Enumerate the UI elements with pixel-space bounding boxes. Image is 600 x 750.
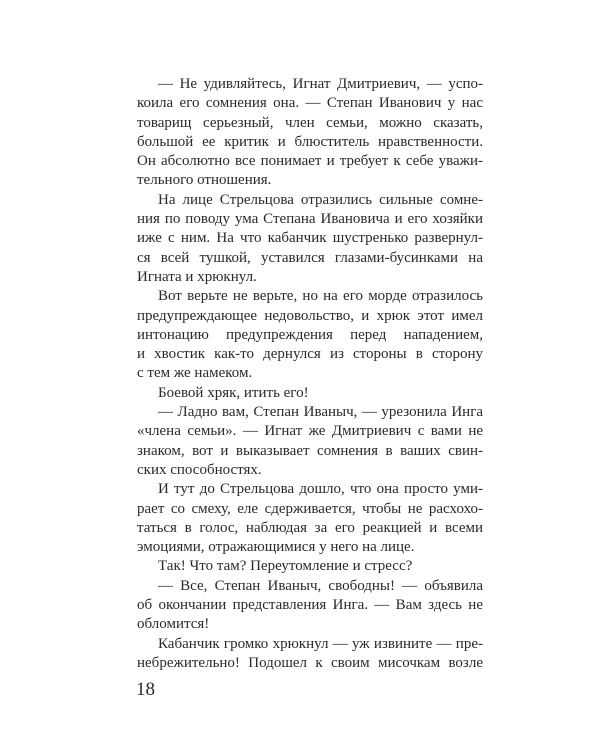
text-line: предупреждающее недовольство, и хрюк этот имел (137, 307, 483, 324)
text-line: ских способностях. (137, 461, 262, 478)
text-line: И тут до Стрельцова дошло, что она просто уми- (158, 481, 483, 498)
text-line: — Все, Степан Иваныч, свободны! — объявила (158, 577, 483, 594)
paragraph (137, 403, 483, 480)
paragraph (137, 384, 483, 403)
text-line: Так! Что там? Переутомление и стресс? (158, 558, 413, 575)
text-line: Кабанчик громко хрюкнул — уж извините — пре- (158, 635, 483, 652)
text-line: Вот верьте не верьте, но на его морде отразилось (158, 288, 483, 305)
text-line: большой ее критик и блюститель нравственности. (137, 133, 483, 150)
page-body (137, 75, 483, 673)
text-line: ния по поводу ума Степана Ивановича и его хозяйки (137, 211, 483, 228)
text-line: Игната и хрюкнул. (137, 268, 257, 285)
text-line: рает со смеху, еле сдерживается, чтобы не расхохо- (137, 500, 483, 517)
text-line: таться в голос, наблюдая за его реакцией и всеми (137, 519, 483, 536)
text-line: тельного отношения. (137, 172, 272, 189)
paragraph (137, 480, 483, 557)
text-line: — Ладно вам, Степан Иваныч, — урезонила Инга (158, 404, 483, 421)
paragraph (137, 557, 483, 576)
text-line: с тем же намеком. (137, 365, 253, 382)
paragraph (137, 577, 483, 635)
paragraph (137, 191, 483, 287)
text-line: небрежительно! Подошел к своим мисочкам возле (137, 654, 483, 671)
text-line: эмоциями, отражающимися у него на лице. (137, 539, 415, 556)
paragraph (137, 287, 483, 383)
text-line: — Не удивляйтесь, Игнат Дмитриевич, — успо- (158, 76, 483, 92)
text-line: ся всей тушкой, уставился глазами-бусинками на (137, 249, 483, 266)
page-number: 18 (136, 679, 155, 700)
text-line: товарищ серьезный, член семьи, можно сказать, (137, 114, 483, 131)
text-line: иже с ним. На что кабанчик шустренько развернул- (137, 230, 483, 247)
text-line: знаком, вот и выказывает сомнения в ваших свин- (137, 442, 483, 459)
text-line: коила его сомнения она. — Степан Иванович у нас (137, 95, 483, 112)
text-line: Боевой хряк, итить его! (158, 384, 309, 401)
paragraph (137, 635, 483, 674)
text-line: и хвостик как-то дернулся из стороны в сторону (137, 346, 483, 363)
text-line: На лице Стрельцова отразились сильные сомне- (158, 191, 483, 208)
text-line: об окончании представления Инга. — Вам здесь не (137, 597, 483, 614)
text-line: интонацию предупреждения перед нападением, (137, 326, 483, 343)
text-line: «члена семьи». — Игнат же Дмитриевич с вами не (137, 423, 483, 440)
text-line: Он абсолютно все понимает и требует к себе уважи- (137, 153, 483, 170)
paragraph (137, 75, 483, 191)
text-line: обломится! (137, 616, 210, 633)
